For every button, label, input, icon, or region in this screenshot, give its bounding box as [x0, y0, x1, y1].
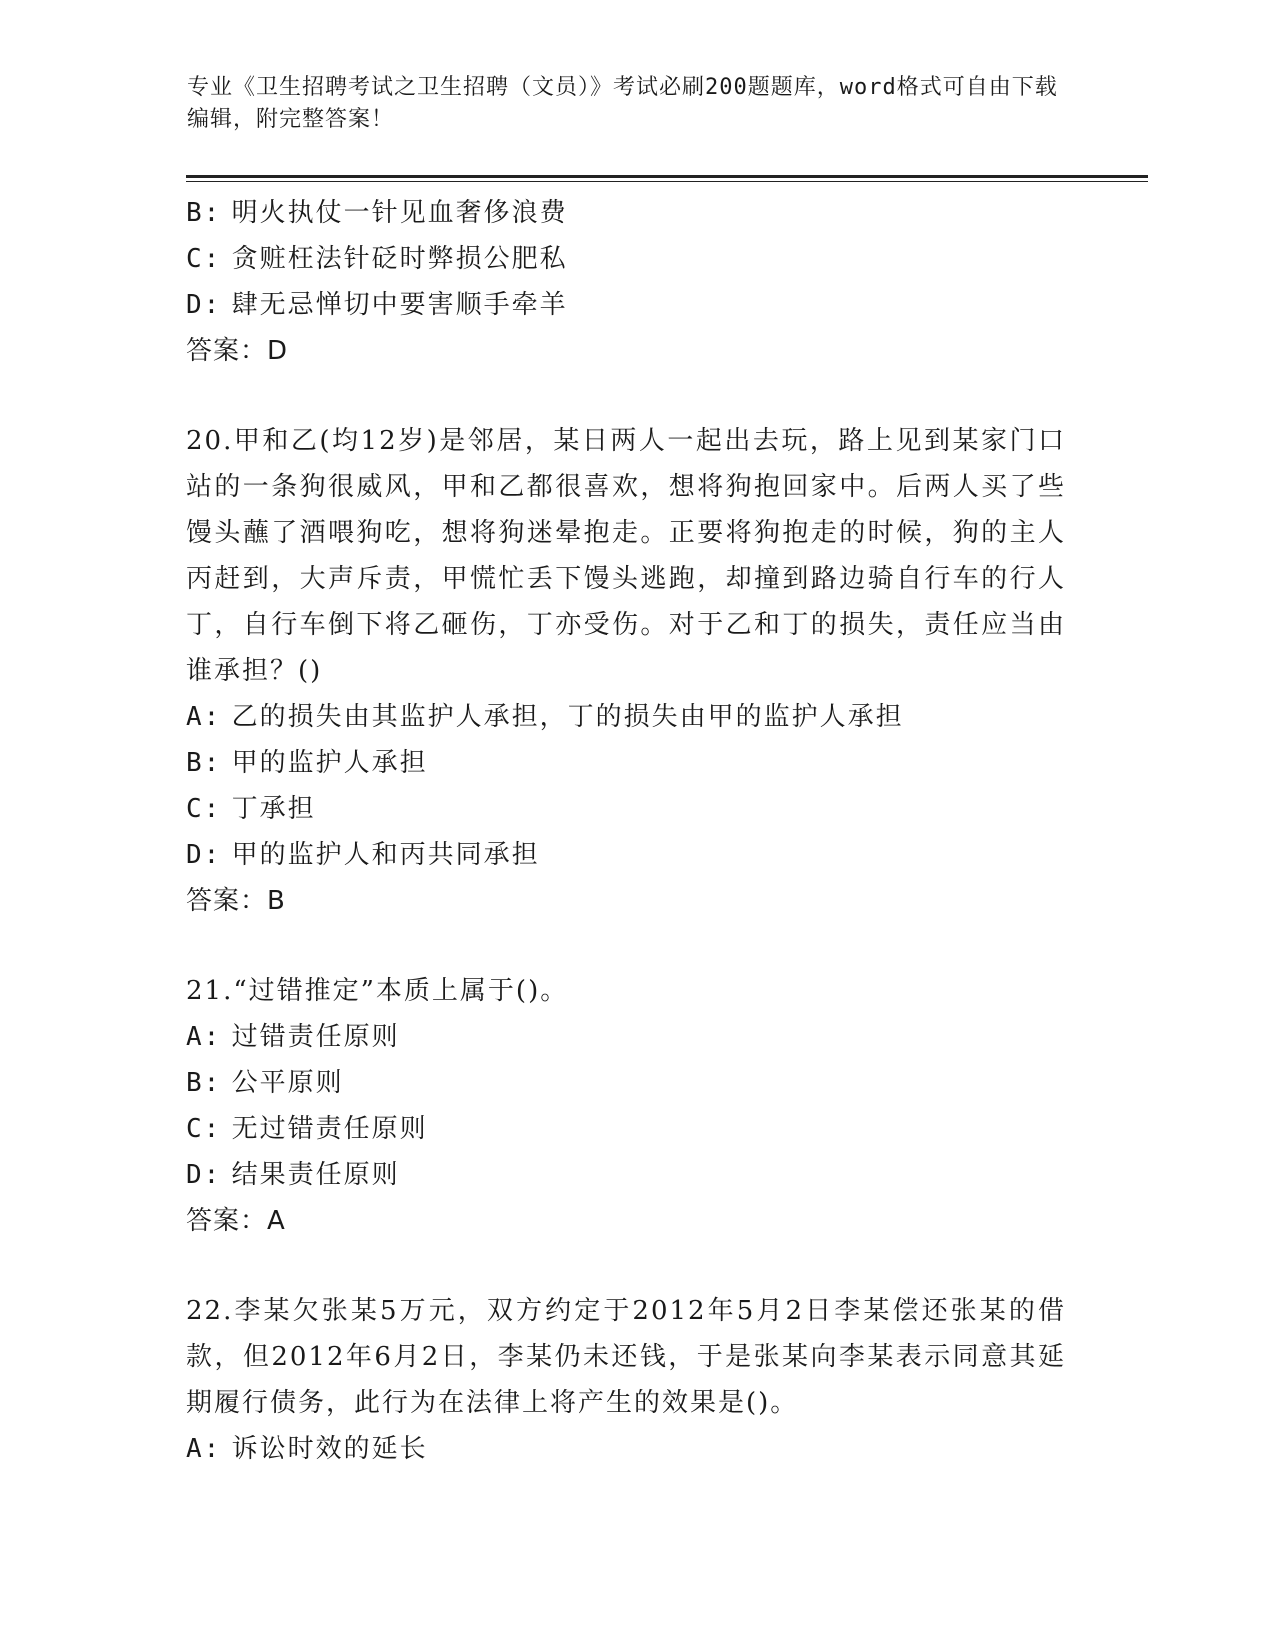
answer-line: 答案：B: [186, 886, 286, 916]
option-b: B: 明火执仗一针见血奢侈浪费: [186, 198, 568, 228]
option-d: D: 结果责任原则: [186, 1160, 400, 1190]
option-d: D: 肆无忌惮切中要害顺手牵羊: [186, 290, 568, 320]
option-c: C: 无过错责任原则: [186, 1114, 428, 1144]
header-rule-thick: [186, 175, 1148, 178]
document-header: [187, 72, 1067, 136]
question-20: [186, 418, 1086, 924]
question-19-tail: [186, 190, 1086, 374]
document-body: [186, 190, 1086, 1472]
question-22: [186, 1288, 1086, 1472]
option-d: D: 甲的监护人和丙共同承担: [186, 840, 540, 870]
option-b: B: 甲的监护人承担: [186, 748, 428, 778]
answer-line: 答案：A: [186, 1206, 286, 1236]
question-stem: 20.甲和乙(均12岁)是邻居，某日两人一起出去玩，路上见到某家门口站的一条狗很威风，甲和乙都很喜欢，想将狗抱回家中。后两人买了些馒头蘸了酒喂狗吃，想将狗迷晕抱走。正要将狗抱走的时候，狗的主人丙赶到，大声斥责，甲慌忙丢下馒头逃跑，却撞到路边骑自行车的行人丁，自行车倒下将乙砸伤，丁亦受伤。对于乙和丁的损失，责任应当由谁承担？(): [186, 426, 1066, 686]
option-c: C: 丁承担: [186, 794, 316, 824]
answer-line: 答案：D: [186, 336, 289, 366]
option-a: A: 乙的损失由其监护人承担，丁的损失由甲的监护人承担: [186, 702, 904, 732]
option-c: C: 贪赃枉法针砭时弊损公肥私: [186, 244, 568, 274]
header-rule-thin: [186, 181, 1148, 182]
question-stem: 22.李某欠张某5万元，双方约定于2012年5月2日李某偿还张某的借款，但2012年6月2日，李某仍未还钱，于是张某向李某表示同意其延期履行债务，此行为在法律上将产生的效果是()。: [186, 1296, 1066, 1418]
option-a: A: 过错责任原则: [186, 1022, 400, 1052]
question-21: [186, 968, 1086, 1244]
option-b: B: 公平原则: [186, 1068, 344, 1098]
header-text: 专业《卫生招聘考试之卫生招聘（文员）》考试必刷200题题库，word格式可自由下载编辑，附完整答案！: [187, 75, 1058, 132]
option-a: A: 诉讼时效的延长: [186, 1434, 428, 1464]
question-stem: 21.“过错推定”本质上属于()。: [186, 976, 569, 1006]
